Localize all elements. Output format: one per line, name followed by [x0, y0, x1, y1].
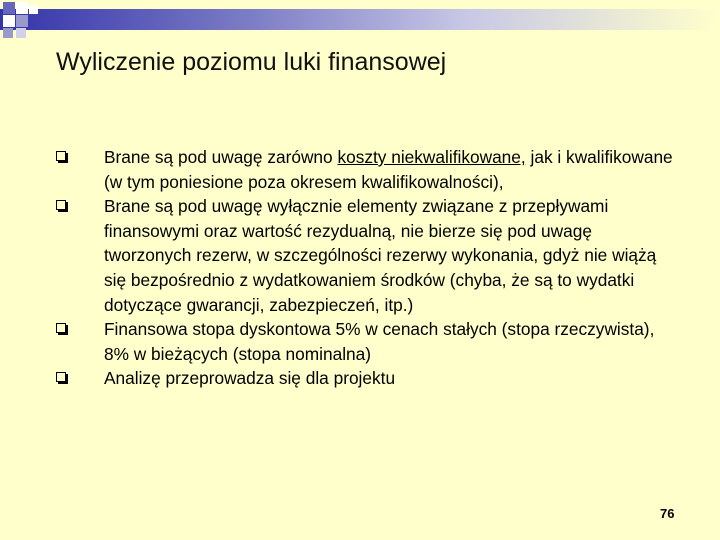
list-item — [56, 194, 676, 317]
page-number: 76 — [660, 506, 675, 521]
bullet-text-part: Brane są pod uwagę zarówno — [104, 147, 338, 167]
corner-square — [16, 2, 28, 14]
corner-square — [29, 5, 38, 14]
corner-square — [3, 2, 15, 14]
bullet-text: Finansowa stopa dyskontowa 5% w cenach stałych (stopa rzeczywista), 8% w bieżących (stopa nominalna) — [104, 319, 655, 364]
corner-square — [16, 28, 26, 38]
hollow-square-bullet-icon — [56, 151, 66, 161]
header-gradient-bar — [0, 9, 720, 30]
list-item — [56, 366, 676, 391]
underlined-phrase: koszty niekwalifikowane, — [337, 147, 526, 167]
list-item — [56, 145, 676, 194]
list-item — [56, 317, 676, 366]
bullet-text — [104, 147, 673, 192]
hollow-square-bullet-icon — [56, 372, 66, 382]
corner-square — [3, 28, 13, 38]
hollow-square-bullet-icon — [56, 200, 66, 210]
bullet-list — [56, 145, 676, 391]
slide-title: Wyliczenie poziomu luki finansowej — [56, 48, 447, 76]
corner-square — [3, 15, 15, 27]
bullet-text: Brane są pod uwagę wyłącznie elementy związane z przepływami finansowymi oraz wartość rezydualną, nie bierze się pod uwagę tworzonych rezerw, w szczególności rezerwy wykonania, gdyż nie wiążą się bezpośrednio z wydatkowaniem środków (chyba, że są to wydatki dotyczące gwarancji, zabezpieczeń, itp.) — [104, 196, 657, 315]
hollow-square-bullet-icon — [56, 323, 66, 333]
bullet-text: Analizę przeprowadza się dla projektu — [104, 368, 396, 389]
corner-square — [16, 15, 28, 27]
bullet-text-part: jak i kwalifikowane (w tym poniesione poza okresem kwalifikowalności), — [104, 147, 673, 192]
